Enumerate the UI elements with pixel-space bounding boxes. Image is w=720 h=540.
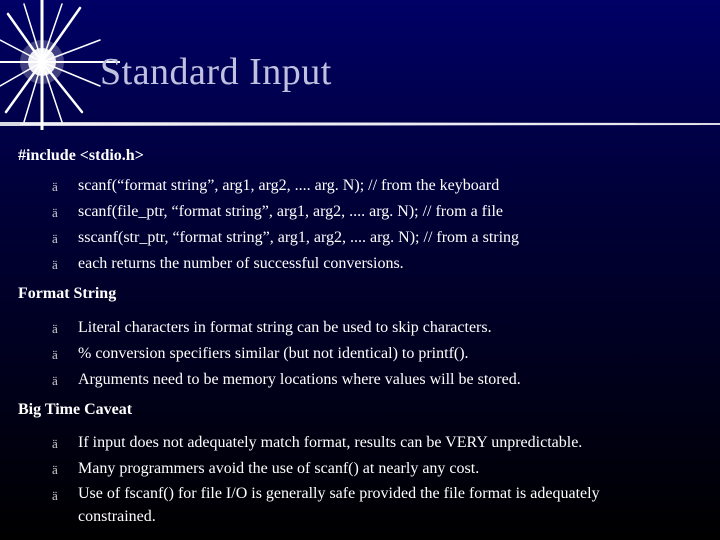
bullet-icon: ä (52, 373, 58, 388)
include-list (52, 173, 519, 277)
slide-title: Standard Input (100, 51, 332, 93)
title-underline-rule (0, 114, 720, 134)
bullet-icon: ä (52, 488, 58, 503)
format-string-list (52, 315, 521, 393)
bullet-icon: ä (52, 257, 58, 272)
list-item: ä Many programmers avoid the use of scanf() at nearly any cost. (52, 456, 668, 482)
bullet-icon: ä (52, 231, 58, 246)
list-item: ä each returns the number of successful conversions. (52, 251, 519, 277)
list-item: ä scanf(“format string”, arg1, arg2, .... arg. N); // from the keyboard (52, 173, 519, 199)
list-item: ä sscanf(str_ptr, “format string”, arg1, arg2, .... arg. N); // from a string (52, 225, 519, 251)
list-item: ä Arguments need to be memory locations where values will be stored. (52, 367, 521, 393)
bullet-icon: ä (52, 462, 58, 477)
caveat-list (52, 430, 668, 528)
section-heading-include: #include <stdio.h> (18, 147, 144, 164)
list-item: ä Use of fscanf() for file I/O is generally safe provided the file format is adequately constrained. (52, 485, 600, 525)
section-heading-format-string: Format String (18, 285, 117, 302)
bullet-icon: ä (52, 436, 58, 451)
list-item: ä % conversion specifiers similar (but not identical) to printf(). (52, 341, 521, 367)
list-item: ä Literal characters in format string can be used to skip characters. (52, 315, 521, 341)
bullet-icon: ä (52, 205, 58, 220)
section-heading-big-time-caveat: Big Time Caveat (18, 401, 133, 418)
list-item: ä If input does not adequately match format, results can be VERY unpredictable. (52, 430, 668, 456)
bullet-icon: ä (52, 179, 58, 194)
list-item: ä scanf(file_ptr, “format string”, arg1, arg2, .... arg. N); // from a file (52, 199, 519, 225)
bullet-icon: ä (52, 321, 58, 336)
bullet-icon: ä (52, 347, 58, 362)
